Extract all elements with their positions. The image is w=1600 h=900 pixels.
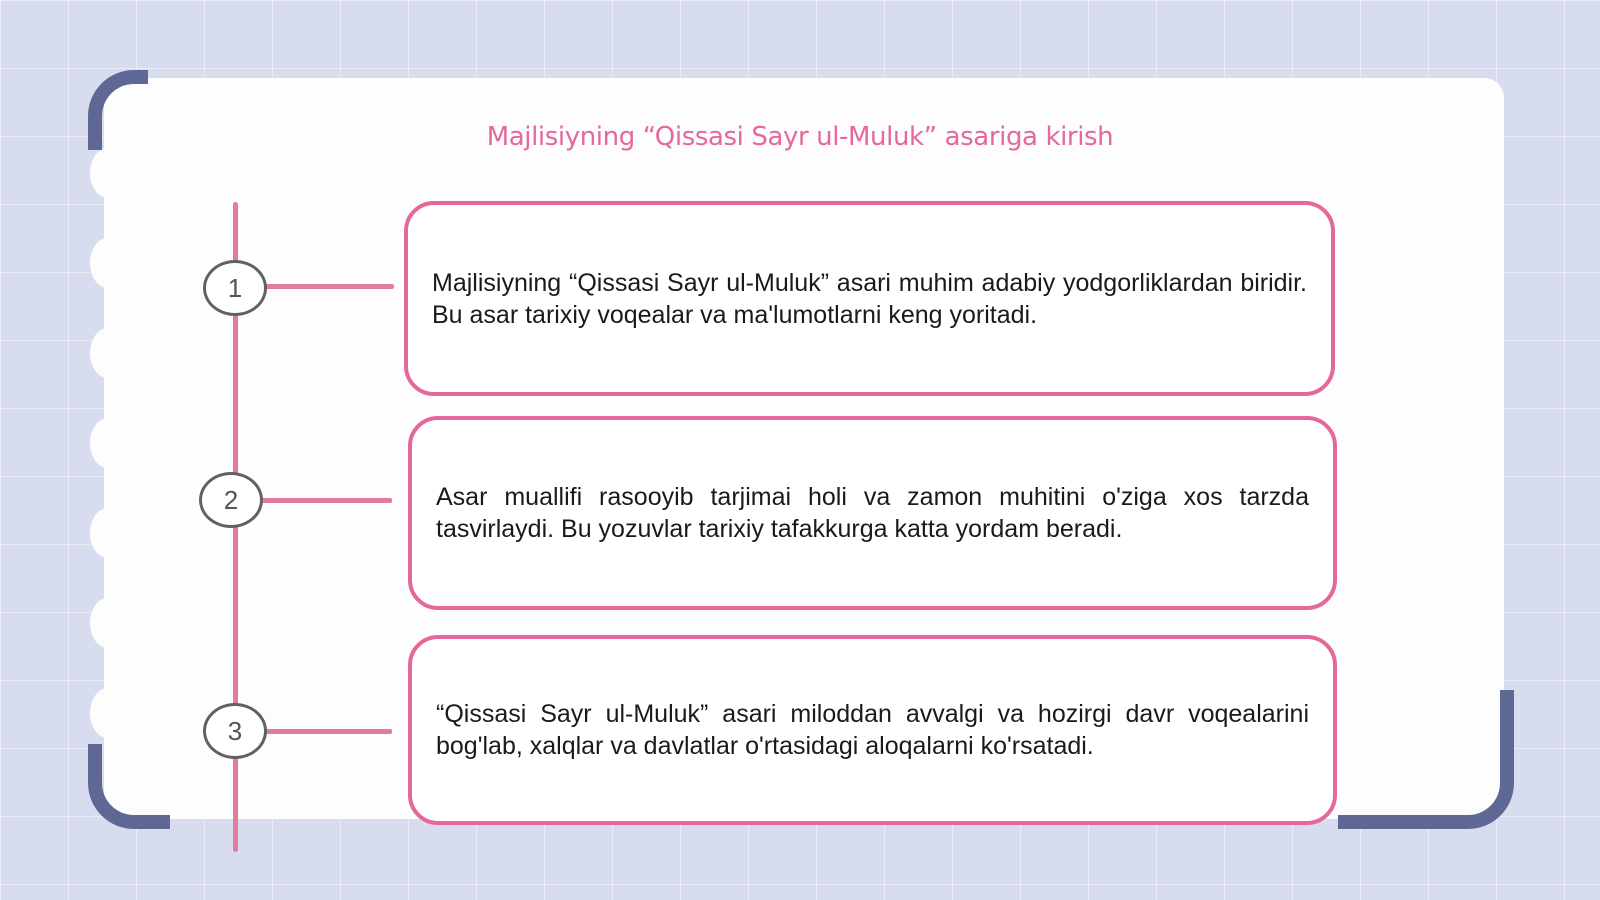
timeline-marker-2 xyxy=(199,472,263,528)
corner-bracket-bottom-right xyxy=(1338,690,1514,829)
slide-title: Majlisiyning “Qissasi Sayr ul-Muluk” asariga kirish xyxy=(486,122,1114,152)
timeline-point-text: “Qissasi Sayr ul-Muluk” asari miloddan avvalgi va hozirgi davr voqealarini bog'lab, xalqlar va davlatlar o'rtasidagi aloqalarni ko'rsatadi. xyxy=(436,700,1309,760)
timeline-marker-number: 3 xyxy=(227,715,243,746)
timeline-connector xyxy=(264,729,392,734)
timeline-marker-3 xyxy=(203,703,267,759)
timeline-connector xyxy=(260,498,392,503)
card-edge-scallop xyxy=(90,508,126,558)
card-edge-scallop xyxy=(90,418,126,468)
timeline-marker-number: 1 xyxy=(227,272,243,303)
timeline-point-text: Asar muallifi rasooyib tarjimai holi va zamon muhitini o'ziga xos tarzda tasvirlaydi. Bu yozuvlar tarixiy tafakkurga katta yordam beradi. xyxy=(436,483,1309,543)
corner-bracket-top-left xyxy=(88,70,148,150)
timeline-point-box-1 xyxy=(404,201,1335,396)
timeline-connector xyxy=(264,284,394,289)
corner-bracket-bottom-left xyxy=(88,744,170,829)
timeline-point-box-2 xyxy=(408,416,1337,610)
timeline-marker-1 xyxy=(203,260,267,316)
timeline-point-text: Majlisiyning “Qissasi Sayr ul-Muluk” asari muhim adabiy yodgorliklardan biridir. Bu asar tarixiy voqealar va ma'lumotlarni keng yoritadi. xyxy=(432,268,1307,329)
timeline-marker-number: 2 xyxy=(223,484,239,515)
card-edge-scallop xyxy=(90,148,126,198)
card-edge-scallop xyxy=(90,598,126,648)
card-edge-scallop xyxy=(90,688,126,738)
timeline-point-box-3 xyxy=(408,635,1337,825)
card-edge-scallop xyxy=(90,328,126,378)
card-edge-scallop xyxy=(90,238,126,288)
